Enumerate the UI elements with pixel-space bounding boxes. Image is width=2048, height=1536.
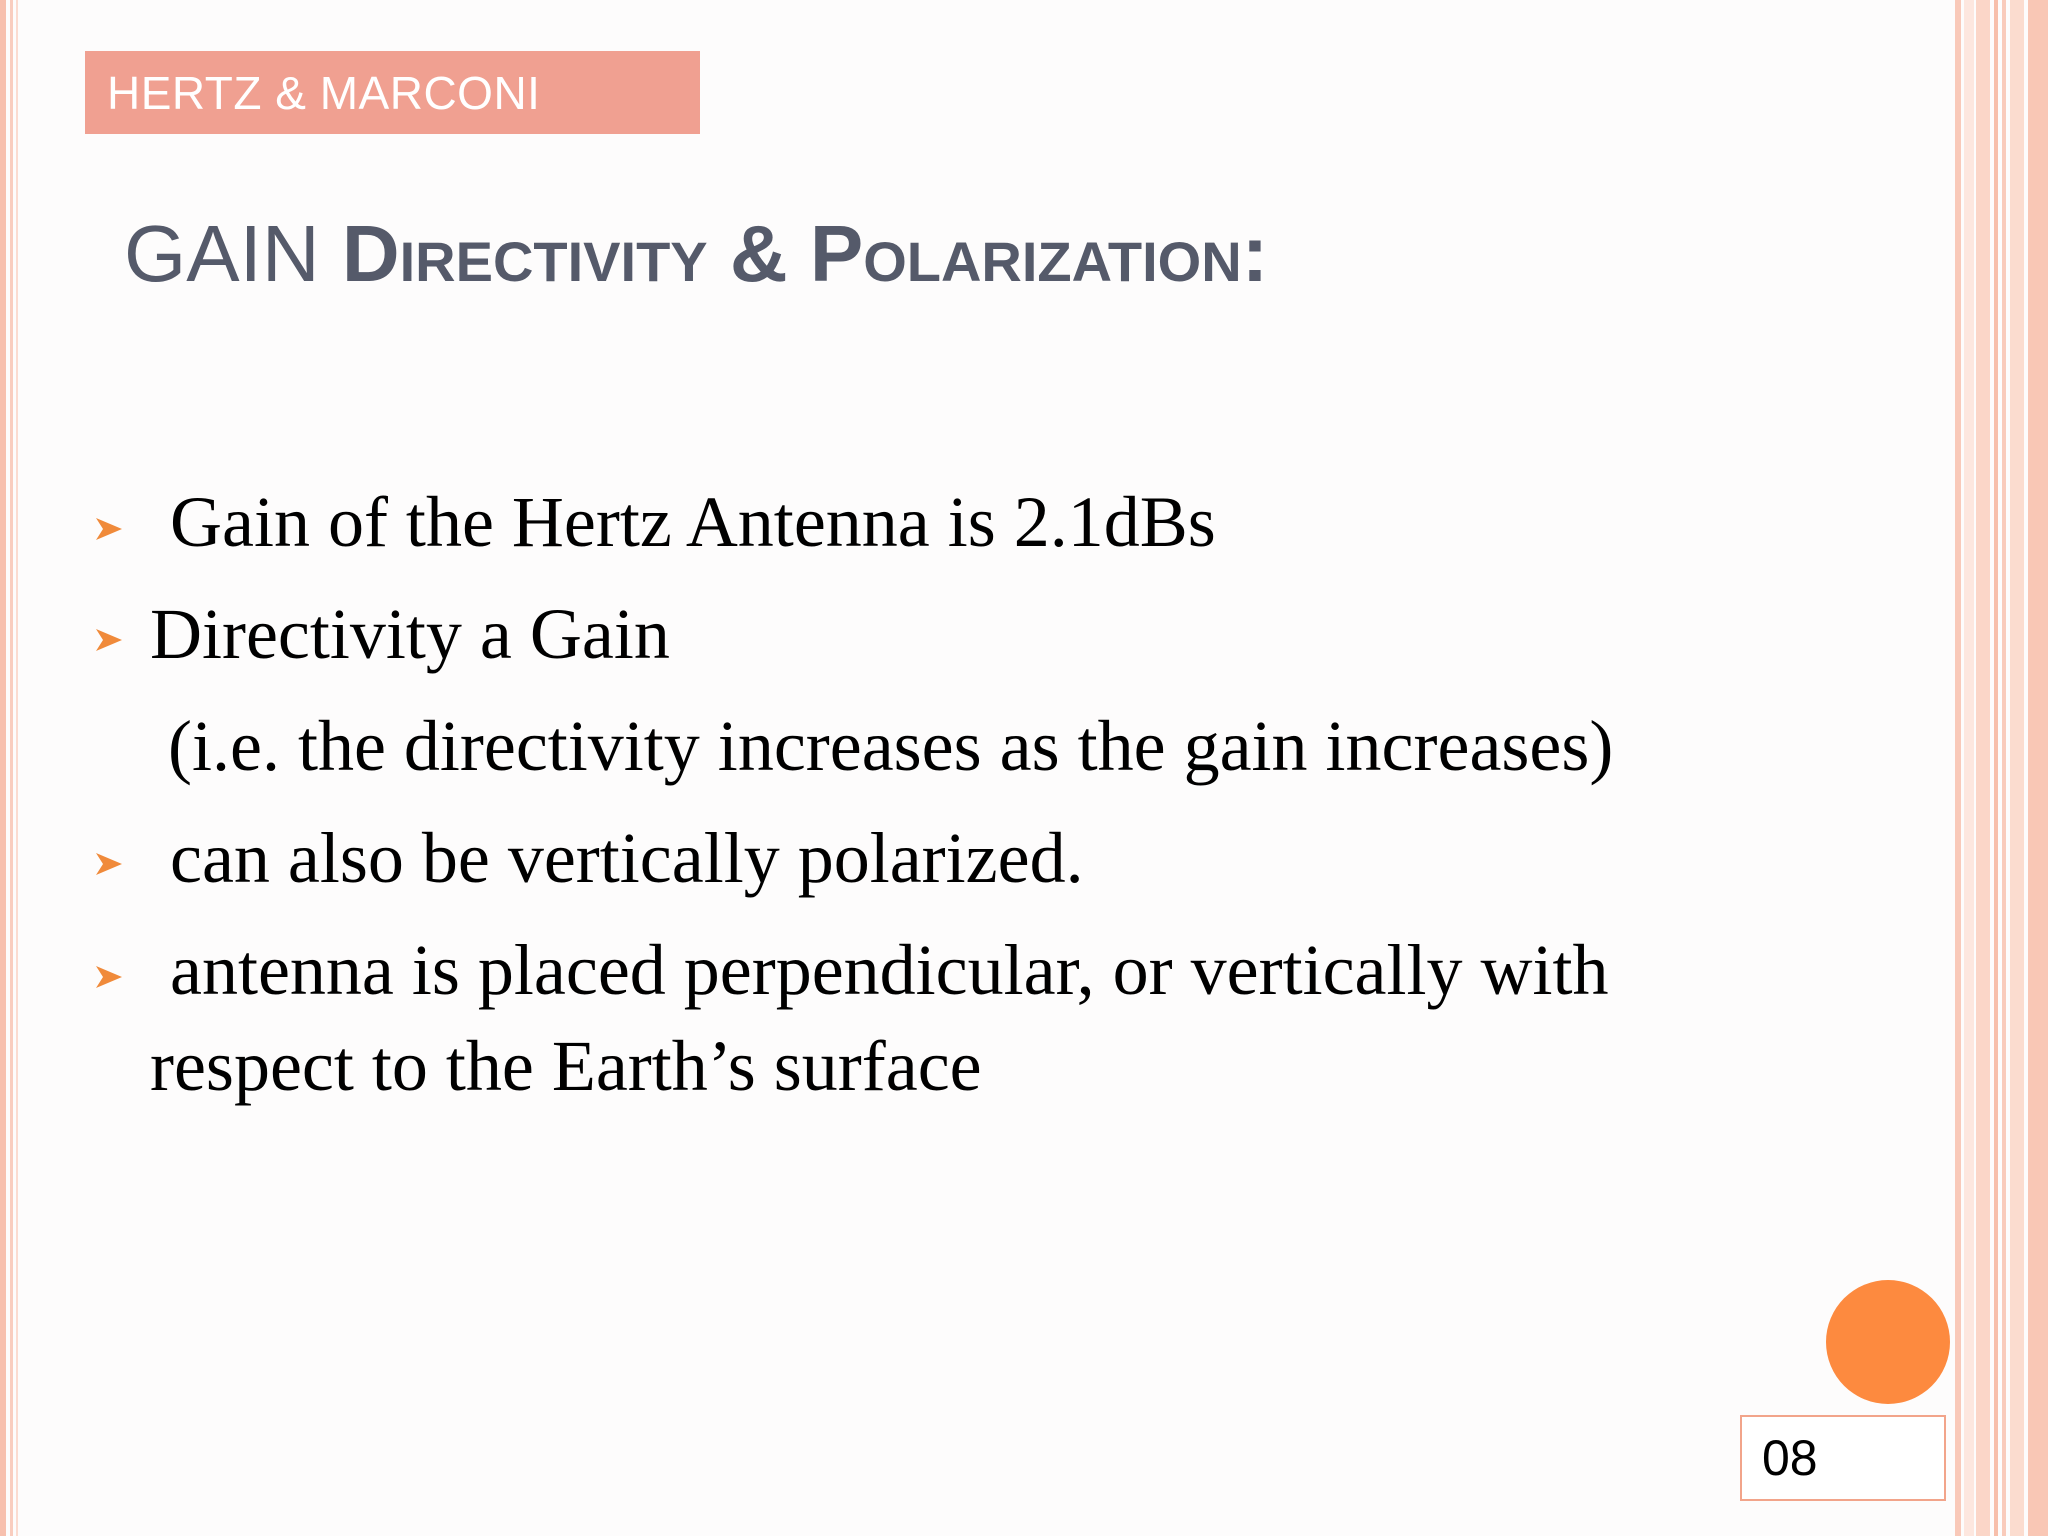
- bullet-item: antenna is placed perpendicular, or vertically with: [170, 930, 1609, 1010]
- right-border-stripe: [2002, 0, 2006, 1536]
- arrow-bullet-icon: [92, 960, 126, 994]
- right-border-stripe: [2010, 0, 2024, 1536]
- right-border-stripe: [1994, 0, 1998, 1536]
- bullet-item: can also be vertically polarized.: [170, 818, 1084, 898]
- right-border-stripe: [1955, 0, 1961, 1536]
- slide-title-lead: GAIN: [124, 209, 320, 298]
- bullet-continuation: (i.e. the directivity increases as the gain increases): [168, 706, 1614, 786]
- page-number-box: [1740, 1415, 1946, 1501]
- bullet-item: Directivity a Gain: [150, 594, 670, 674]
- slide-title-rest: Directivity & Polarization:: [341, 209, 1269, 298]
- right-border-stripe: [2028, 0, 2048, 1536]
- right-border-stripe: [1964, 0, 1974, 1536]
- bullet-item: Gain of the Hertz Antenna is 2.1dBs: [170, 482, 1216, 562]
- right-border-stripe: [1976, 0, 1990, 1536]
- arrow-bullet-icon: [92, 847, 126, 881]
- bullet-continuation: respect to the Earth’s surface: [150, 1026, 982, 1106]
- arrow-bullet-icon: [92, 623, 126, 657]
- decorative-circle: [1826, 1280, 1950, 1404]
- header-label: HERTZ & MARCONI: [107, 66, 541, 119]
- arrow-bullet-icon: [92, 512, 126, 546]
- page-number: 08: [1762, 1430, 1818, 1486]
